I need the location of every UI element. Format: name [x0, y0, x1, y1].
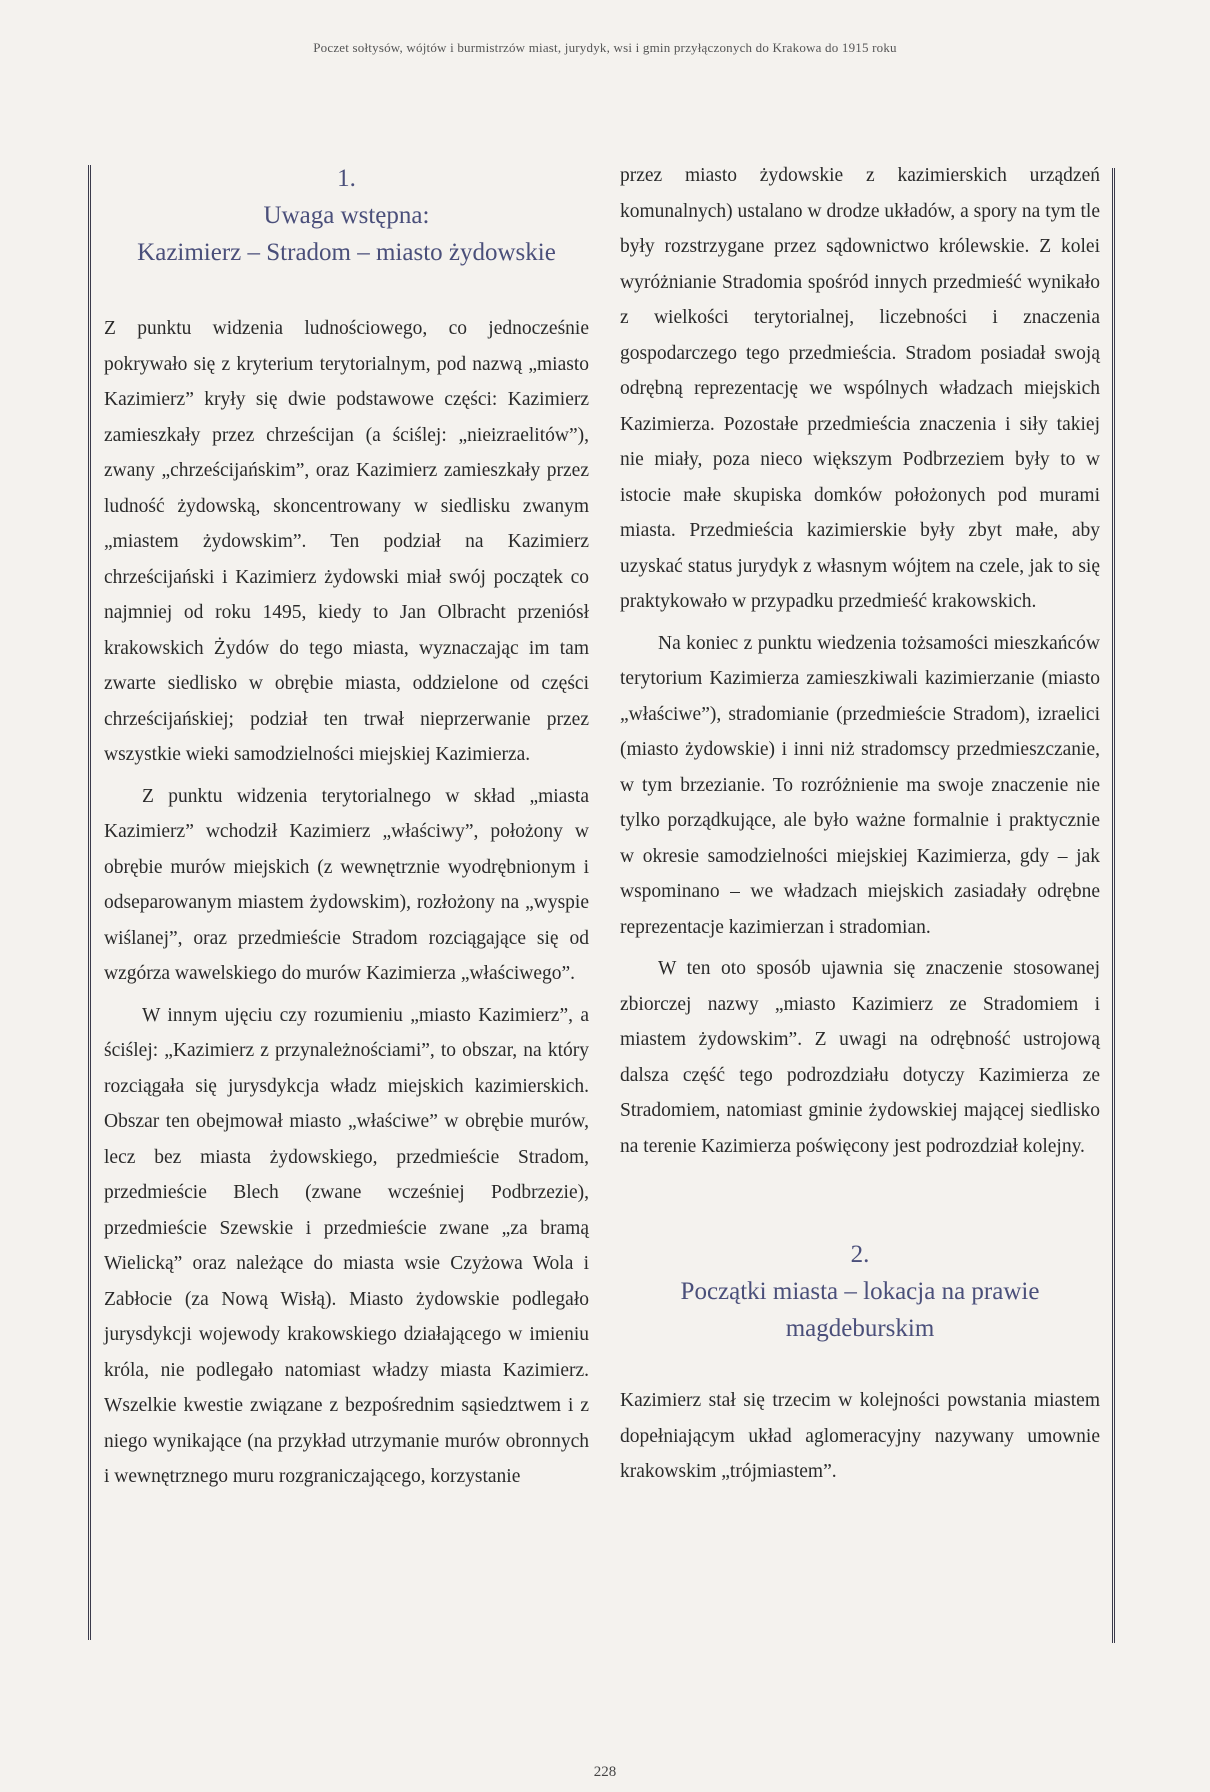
section-1-heading: [104, 160, 589, 271]
section-1-paragraph-3: W innym ujęciu czy rozumieniu „miasto Kazimierz”, a ściślej: „Kazimierz z przynależnościami”, to obszar, na który rozciągała się jurysdykcja władz miejskich kazimierskich. Obszar ten obejmował miasto „właściwe” w obrębie murów, lecz bez miasta żydowskiego, przedmieście Stradom, przedmieście Blech (zwane wcześniej Podbrzezie), przedmieście Szewskie i przedmieście zwane „za bramą Wielicką” oraz należące do miasta wsie Czyżowa Wola i Zabłocie (za Nową Wisłą). Miasto żydowskie podlegało jurysdykcji wojewody krakowskiego działającego w imieniu króla, nie podlegało natomiast władzy miasta Kazimierz. Wszelkie kwestie związane z bezpośrednim sąsiedztwem i z niego wynikające (na przykład utrzymanie murów obronnych i wewnętrznego muru rozgraniczającego, korzystanie: [104, 1004, 589, 1487]
running-header: Poczet sołtysów, wójtów i burmistrzów miast, jurydyk, wsi i gmin przyłączonych do Krakowa do 1915 roku: [313, 40, 897, 55]
section-1-paragraph-1: Z punktu widzenia ludnościowego, co jednocześnie pokrywało się z kryterium terytorialnym, pod nazwą „miasto Kazimierz” kryły się dwie podstawowe części: Kazimierz zamieszkały przez chrześcijan (a ściślej: „nieizraelitów”), zwany „chrześcijańskim”, oraz Kazimierz zamieszkały przez ludność żydowską, skoncentrowany w siedlisku zwanym „miastem żydowskim”. Ten podział na Kazimierz chrześcijański i Kazimierz żydowski miał swój początek co najmniej od roku 1495, kiedy to Jan Olbracht przeniósł krakowskich Żydów do tego miasta, wyznaczając im tam zwarte siedlisko w obrębie miasta, oddzielone od części chrześcijańskiej; podział ten trwał nieprzerwanie przez wszystkie wieki samodzielności miejskiej Kazimierza.: [104, 318, 589, 765]
right-paragraph-1: przez miasto żydowskie z kazimierskich urządzeń komunalnych) ustalano w drodze układów, a spory na tym tle były rozstrzygane przez sądownictwo królewskie. Z kolei wyróżnianie Stradomia spośród innych przedmieść wynikało z wielkości terytorialnej, liczebności i znaczenia gospodarczego tego przedmieścia. Stradom posiadał swoją odrębną reprezentację we wspólnych władzach miejskich Kazimierza. Pozostałe przedmieścia znaczenia i siły takiej nie miały, poza nieco większym Podbrzeziem były to w istocie małe skupiska domków położonych pod murami miasta. Przedmieścia kazimierskie były zbyt małe, aby uzyskać status jurydyk z własnym wójtem na czele, jak to się praktykowało w przypadku przedmieść krakowskich.: [620, 165, 1100, 612]
section-2-title-line-2: magdeburskim: [785, 1315, 935, 1342]
right-paragraph-3: W ten oto sposób ujawnia się znaczenie stosowanej zbiorczej nazwy „miasto Kazimierz ze Stradomiem i miastem żydowskim”. Z uwagi na odrębność ustrojową dalsza część tego podrozdziału dotyczy Kazimierza ze Stradomiem, natomiast gminie żydowskiej mającej siedlisko na terenie Kazimierza poświęcony jest podrozdział kolejny.: [620, 958, 1100, 1157]
left-column: [104, 160, 589, 1495]
section-2-heading: [620, 1236, 1100, 1347]
section-1-title-line-1: Uwaga wstępna:: [263, 202, 430, 229]
section-2-number: 2.: [850, 1241, 870, 1268]
section-2-paragraph-1: Kazimierz stał się trzecim w kolejności powstania miastem dopełniającym układ aglomeracyjny nazywany umownie krakowskim „trójmiastem”.: [620, 1390, 1100, 1482]
section-1-number: 1.: [337, 165, 356, 192]
section-1-paragraph-2: Z punktu widzenia terytorialnego w skład „miasta Kazimierz” wchodził Kazimierz „właściwy”, położony w obrębie murów miejskich (z wewnętrznie wyodrębnionym i odseparowanym miastem żydowskim), rozłożony na „wyspie wiślanej”, oraz przedmieście Stradom rozciągające się od wzgórza wawelskiego do murów Kazimierza „właściwego”.: [104, 785, 589, 984]
section-2-title-line-1: Początki miasta – lokacja na prawie: [680, 1278, 1040, 1305]
right-column: [620, 158, 1100, 1490]
page-number: 228: [593, 1764, 617, 1780]
right-column-rule: [1112, 168, 1115, 1643]
left-column-rule: [88, 165, 91, 1640]
right-paragraph-2: Na koniec z punktu wiedzenia tożsamości mieszkańców terytorium Kazimierza zamieszkiwali kazimierzanie (miasto „właściwe”), stradomianie (przedmieście Stradom), izraelici (miasto żydowskie) i inni niż stradomscy przedmieszczanie, w tym brzezianie. To rozróżnienie ma swoje znaczenie nie tylko porządkujące, ale było ważne formalnie i praktycznie w okresie samodzielności miejskiej Kazimierza, gdy – jak wspominano – we władzach miejskich zasiadały odrębne reprezentacje kazimierzan i stradomian.: [620, 632, 1100, 938]
section-1-title-line-2: Kazimierz – Stradom – miasto żydowskie: [137, 239, 556, 266]
